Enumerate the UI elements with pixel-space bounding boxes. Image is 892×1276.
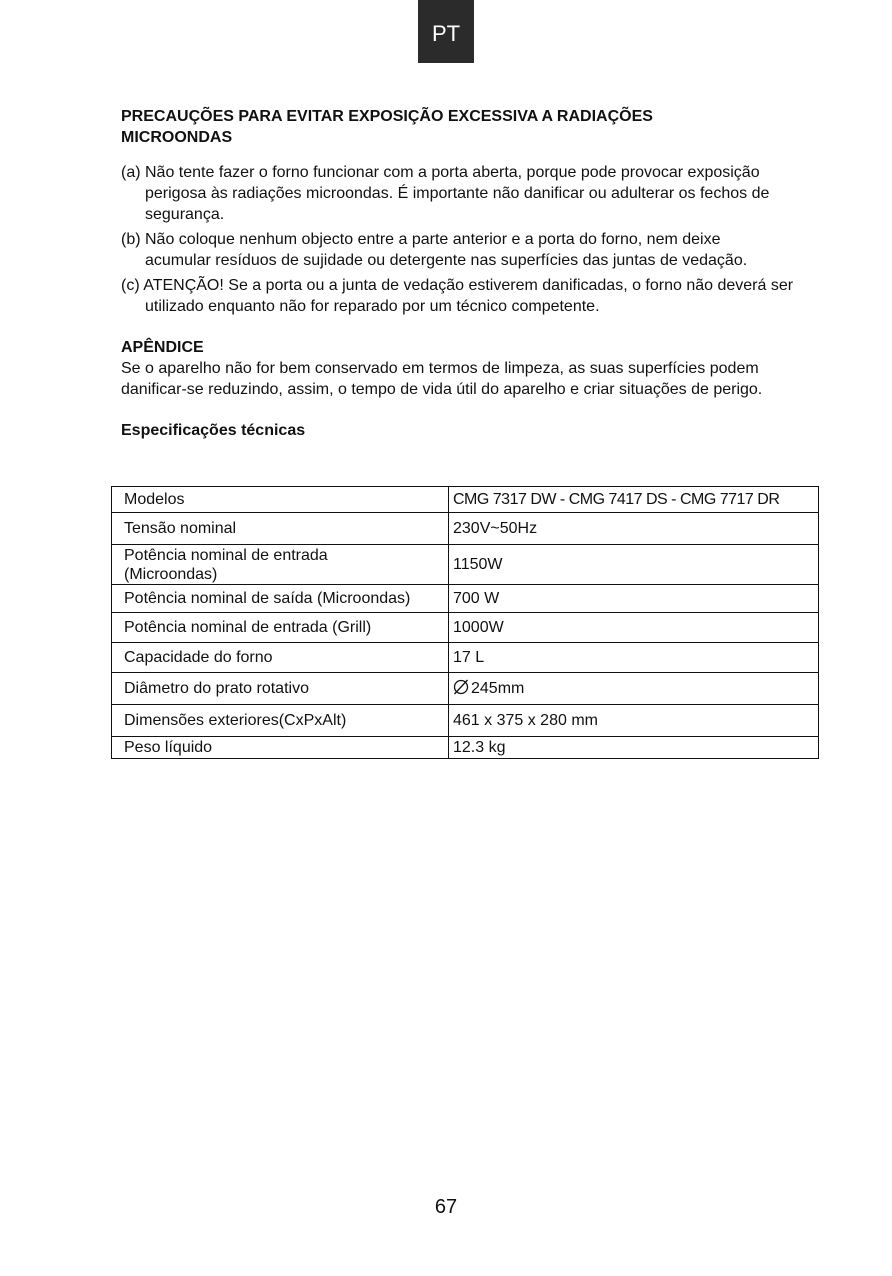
appendix-text: Se o aparelho não for bem conservado em termos de limpeza, as suas superfícies podem danificar-se reduzindo, assim, o tempo de vida útil do aparelho e criar situações de perigo. — [121, 360, 763, 398]
table-row — [112, 673, 819, 705]
spec-label: Tensão nominal — [112, 513, 449, 545]
spec-value: 1150W — [449, 545, 819, 585]
table-row — [112, 705, 819, 737]
precaution-item-b: (b) Não coloque nenhum objecto entre a parte anterior e a porta do forno, nem deixe acumular resíduos de sujidade ou detergente nas superfícies das juntas de vedação. — [121, 231, 748, 269]
spec-value: 1000W — [449, 613, 819, 643]
specs-title: Especificações técnicas — [121, 422, 306, 439]
spec-label: Diâmetro do prato rotativo — [112, 673, 449, 705]
diameter-icon — [453, 679, 469, 695]
table-row — [112, 737, 819, 759]
spec-label: Potência nominal de saída (Microondas) — [112, 585, 449, 613]
spec-value: 230V~50Hz — [449, 513, 819, 545]
language-tab: PT — [418, 0, 474, 63]
appendix-title: APÊNDICE — [121, 339, 204, 356]
spec-value-cell — [449, 673, 819, 705]
spec-value: 700 W — [449, 585, 819, 613]
table-row — [112, 643, 819, 673]
spec-label: Capacidade do forno — [112, 643, 449, 673]
spec-value: 461 x 375 x 280 mm — [449, 705, 819, 737]
spec-label: Peso líquido — [112, 737, 449, 759]
spec-value: 12.3 kg — [449, 737, 819, 759]
table-row — [112, 613, 819, 643]
page-content — [121, 106, 821, 441]
table-row — [112, 545, 819, 585]
spec-label: Modelos — [112, 487, 449, 513]
table-row — [112, 513, 819, 545]
precaution-item-a: (a) Não tente fazer o forno funcionar com a porta aberta, porque pode provocar exposição perigosa às radiações microondas. É importante não danificar ou adulterar os fechos de segurança. — [121, 164, 770, 223]
spec-value: CMG 7317 DW - CMG 7417 DS - CMG 7717 DR — [449, 487, 819, 513]
table-row — [112, 585, 819, 613]
specs-table — [111, 486, 819, 759]
spec-value: 17 L — [449, 643, 819, 673]
table-row — [112, 487, 819, 513]
precaution-item-c: (c) ATENÇÃO! Se a porta ou a junta de vedação estiverem danificadas, o forno não deverá ser utilizado enquanto não for reparado por um técnico competente. — [121, 277, 794, 315]
spec-label: Dimensões exteriores(CxPxAlt) — [112, 705, 449, 737]
spec-value: 245mm — [471, 680, 525, 697]
spec-label: Potência nominal de entrada (Grill) — [112, 613, 449, 643]
spec-label: Potência nominal de entrada (Microondas) — [112, 545, 449, 585]
page-number: 67 — [434, 1196, 458, 1218]
precautions-title: PRECAUÇÕES PARA EVITAR EXPOSIÇÃO EXCESSIVA A RADIAÇÕES MICROONDAS — [121, 108, 653, 146]
